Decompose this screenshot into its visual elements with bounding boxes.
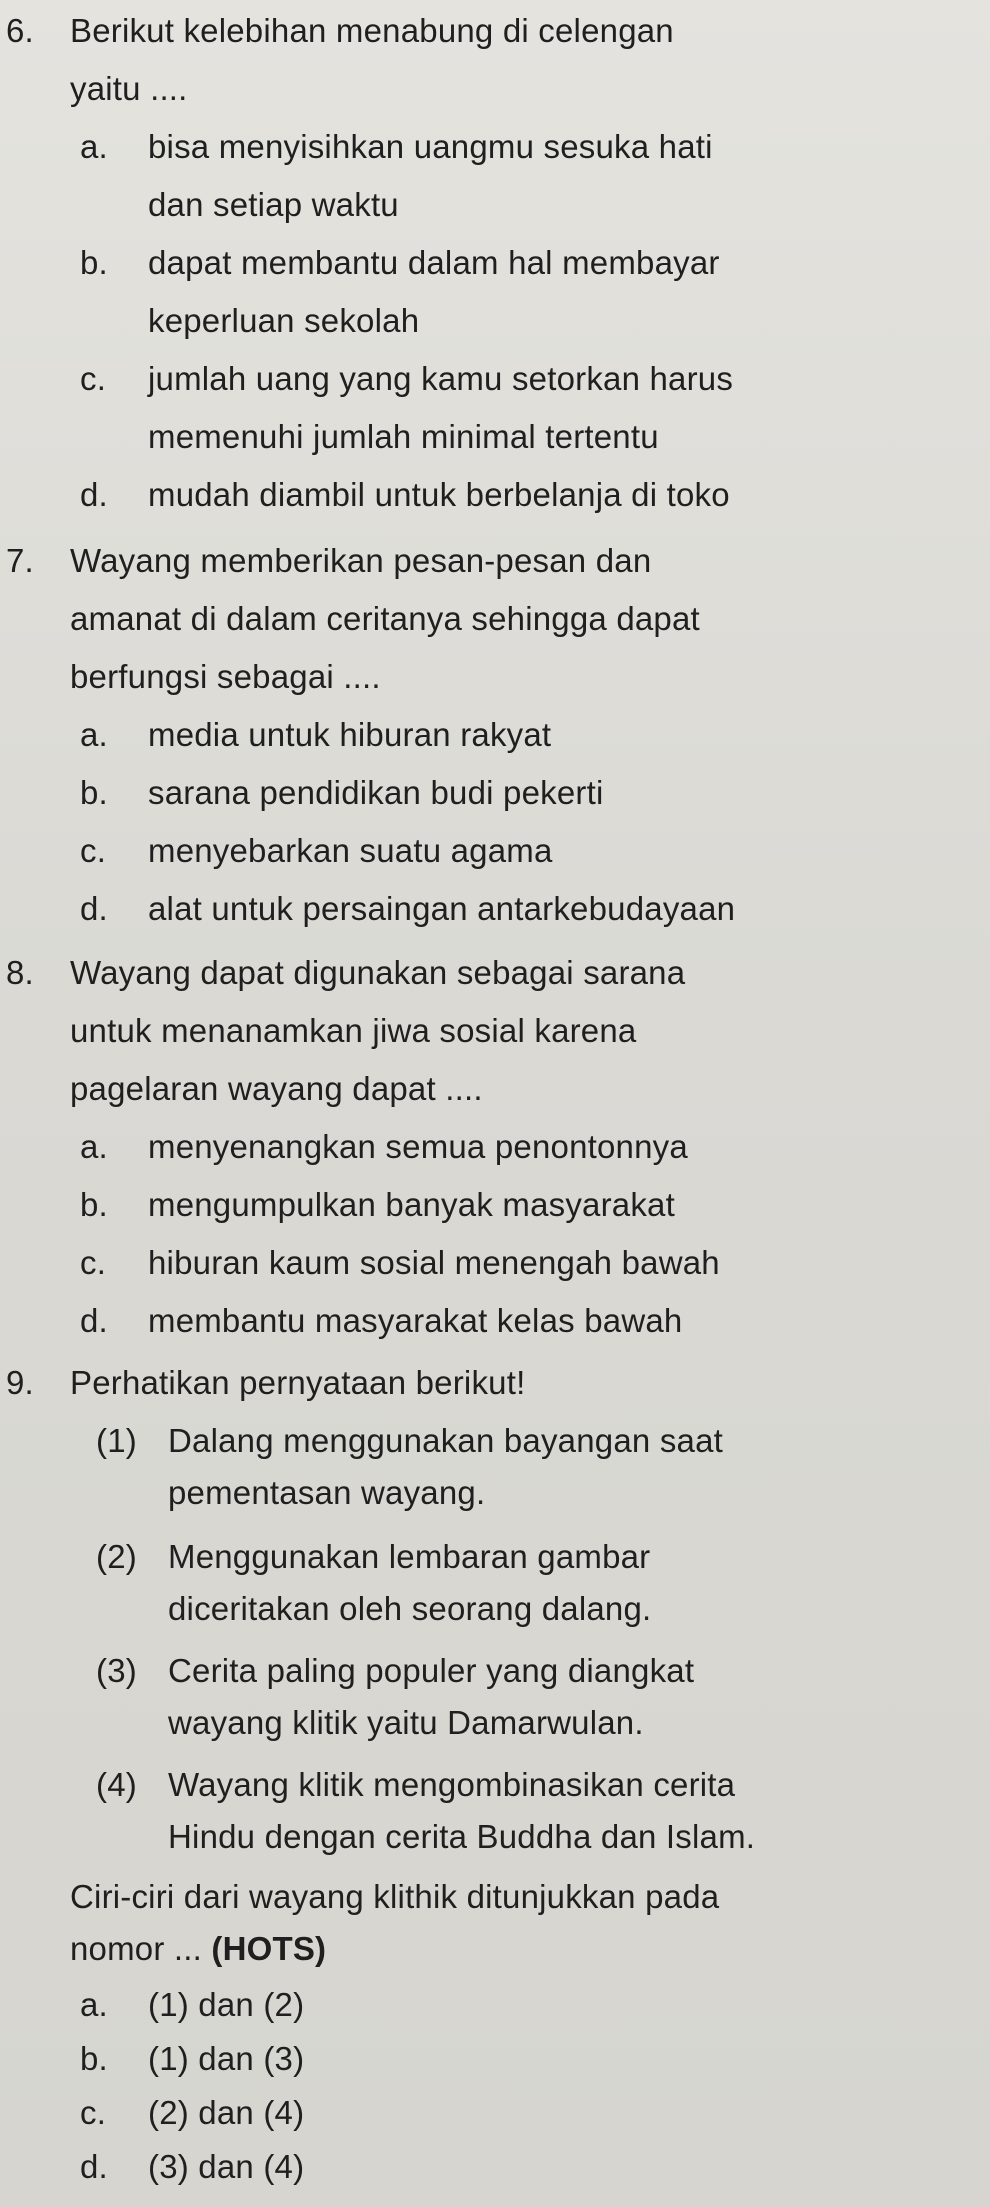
question-8-option-b-line-1: mengumpulkan banyak masyarakat bbox=[148, 1186, 675, 1223]
question-8-stem-line-2: untuk menanamkan jiwa sosial karena bbox=[70, 1012, 637, 1049]
question-9-option-a-letter: a. bbox=[80, 1986, 108, 2023]
statement-4-line-2: Hindu dengan cerita Buddha dan Islam. bbox=[168, 1818, 756, 1855]
question-8-option-b-letter: b. bbox=[80, 1186, 108, 1223]
question-7-option-b-letter: b. bbox=[80, 774, 108, 811]
question-7-option-d-letter: d. bbox=[80, 890, 108, 927]
question-9-option-d-line-1: (3) dan (4) bbox=[148, 2148, 305, 2185]
question-9-prompt-line-1: Ciri-ciri dari wayang klithik ditunjukkan pada bbox=[70, 1878, 720, 1915]
statement-2-line-1: Menggunakan lembaran gambar bbox=[168, 1538, 651, 1575]
question-8-option-c-line-1: hiburan kaum sosial menengah bawah bbox=[148, 1244, 720, 1281]
question-9-option-a-line-1: (1) dan (2) bbox=[148, 1986, 305, 2023]
question-6-stem-line-2: yaitu .... bbox=[70, 70, 188, 107]
question-6-option-b-line-2: keperluan sekolah bbox=[148, 302, 420, 339]
question-9-option-d-letter: d. bbox=[80, 2148, 108, 2185]
question-9-number: 9. bbox=[6, 1364, 34, 1401]
question-6-stem-line-1: Berikut kelebihan menabung di celengan bbox=[70, 12, 674, 49]
statement-2-label: (2) bbox=[96, 1538, 137, 1575]
question-6-option-c-line-2: memenuhi jumlah minimal tertentu bbox=[148, 418, 659, 455]
statement-1-line-2: pementasan wayang. bbox=[168, 1474, 486, 1511]
question-6-option-c-letter: c. bbox=[80, 360, 107, 397]
question-7-stem-line-3: berfungsi sebagai .... bbox=[70, 658, 381, 695]
question-9-option-c-line-1: (2) dan (4) bbox=[148, 2094, 305, 2131]
statement-1-line-1: Dalang menggunakan bayangan saat bbox=[168, 1422, 723, 1459]
statement-1-label: (1) bbox=[96, 1422, 137, 1459]
statement-3-line-2: wayang klitik yaitu Damarwulan. bbox=[168, 1704, 644, 1741]
question-8-stem-line-1: Wayang dapat digunakan sebagai sarana bbox=[70, 954, 686, 991]
question-8-option-d-line-1: membantu masyarakat kelas bawah bbox=[148, 1302, 683, 1339]
question-8-option-a-letter: a. bbox=[80, 1128, 108, 1165]
question-6-option-c-line-1: jumlah uang yang kamu setorkan harus bbox=[148, 360, 734, 397]
question-6-option-a-line-1: bisa menyisihkan uangmu sesuka hati bbox=[148, 128, 713, 165]
question-6-option-d-line-1: mudah diambil untuk berbelanja di toko bbox=[148, 476, 730, 513]
statement-2-line-2: diceritakan oleh seorang dalang. bbox=[168, 1590, 652, 1627]
statement-3-line-1: Cerita paling populer yang diangkat bbox=[168, 1652, 695, 1689]
question-8-option-a-line-1: menyenangkan semua penontonnya bbox=[148, 1128, 688, 1165]
question-8-option-c-letter: c. bbox=[80, 1244, 107, 1281]
question-6-option-d-letter: d. bbox=[80, 476, 108, 513]
question-9-prompt-line-2 bbox=[70, 1929, 326, 1969]
question-9-prompt-text: nomor ... bbox=[70, 1930, 203, 1967]
statement-4-label: (4) bbox=[96, 1766, 137, 1803]
question-6-option-b-letter: b. bbox=[80, 244, 108, 281]
question-7-option-a-line-1: media untuk hiburan rakyat bbox=[148, 716, 552, 753]
question-9-option-c-letter: c. bbox=[80, 2094, 107, 2131]
question-9-stem-line-1: Perhatikan pernyataan berikut! bbox=[70, 1364, 526, 1401]
question-7-option-a-letter: a. bbox=[80, 716, 108, 753]
question-7-stem-line-1: Wayang memberikan pesan-pesan dan bbox=[70, 542, 652, 579]
statement-3-label: (3) bbox=[96, 1652, 137, 1689]
question-6-option-b-line-1: dapat membantu dalam hal membayar bbox=[148, 244, 720, 281]
question-9-option-b-line-1: (1) dan (3) bbox=[148, 2040, 305, 2077]
question-8-option-d-letter: d. bbox=[80, 1302, 108, 1339]
question-7-option-b-line-1: sarana pendidikan budi pekerti bbox=[148, 774, 604, 811]
question-7-stem-line-2: amanat di dalam ceritanya sehingga dapat bbox=[70, 600, 700, 637]
question-6-number: 6. bbox=[6, 12, 34, 49]
question-6-option-a-line-2: dan setiap waktu bbox=[148, 186, 399, 223]
question-7-option-d-line-1: alat untuk persaingan antarkebudayaan bbox=[148, 890, 736, 927]
question-9-option-b-letter: b. bbox=[80, 2040, 108, 2077]
question-8-number: 8. bbox=[6, 954, 34, 991]
hots-tag: (HOTS) bbox=[211, 1930, 327, 1967]
statement-4-line-1: Wayang klitik mengombinasikan cerita bbox=[168, 1766, 736, 1803]
question-7-option-c-line-1: menyebarkan suatu agama bbox=[148, 832, 553, 869]
question-7-number: 7. bbox=[6, 542, 34, 579]
question-7-option-c-letter: c. bbox=[80, 832, 107, 869]
question-6-option-a-letter: a. bbox=[80, 128, 108, 165]
question-8-stem-line-3: pagelaran wayang dapat .... bbox=[70, 1070, 483, 1107]
